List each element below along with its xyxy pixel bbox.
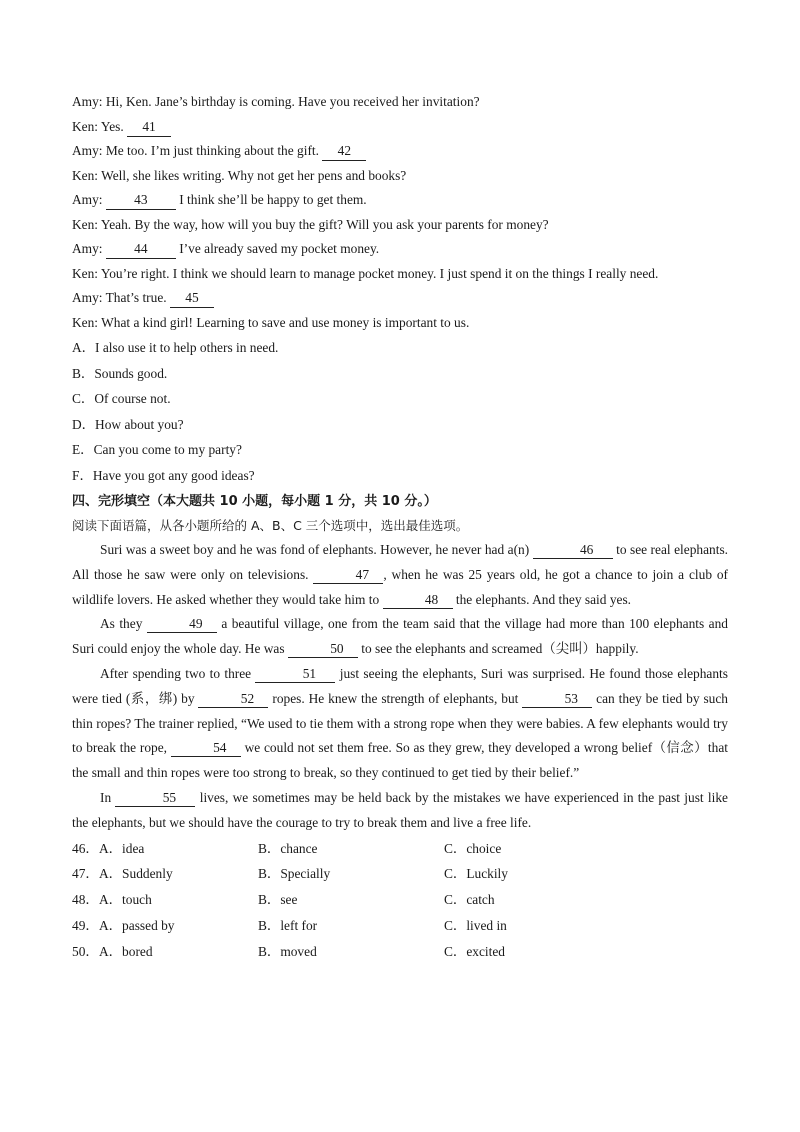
dialogue-line bbox=[72, 262, 728, 287]
dialogue-line bbox=[72, 188, 728, 213]
question-number: 46． bbox=[72, 840, 99, 856]
option-a: A．I also use it to help others in need. bbox=[72, 340, 279, 355]
passage-text: the elephants. And they said yes. bbox=[452, 591, 632, 607]
passage-paragraph bbox=[72, 786, 728, 836]
passage-text: After spending two to three bbox=[100, 665, 256, 681]
question-list bbox=[72, 836, 728, 965]
passage-text: Suri was a sweet boy and he was fond of elephants. However, he never had a(n) bbox=[100, 542, 533, 557]
speaker: Ken: bbox=[72, 118, 99, 134]
choice-a: A．idea bbox=[99, 840, 145, 856]
dialogue-text: Hi, Ken. Jane’s birthday is coming. Have you received her invitation? bbox=[102, 94, 480, 109]
dialogue-text: I’ve already saved my pocket money. bbox=[175, 241, 380, 256]
blank-43: 43 bbox=[106, 192, 176, 210]
passage-text: ropes. He knew the strength of elephants, but bbox=[268, 690, 523, 706]
blank-50: 50 bbox=[288, 641, 358, 658]
dialogue-line bbox=[72, 139, 728, 164]
cloze-passage bbox=[72, 538, 728, 836]
speaker: Amy: bbox=[72, 241, 103, 256]
choice-a: A．Suddenly bbox=[99, 866, 173, 882]
speaker: Ken: bbox=[72, 216, 99, 232]
passage-paragraph bbox=[72, 538, 728, 612]
passage-text: , when he was 25 years old, he got a chance to join a club of wildlife lovers. He asked whether they would take him to bbox=[72, 566, 728, 607]
option-f: F．Have you got any good ideas? bbox=[72, 467, 255, 483]
speaker: Amy: bbox=[72, 143, 103, 158]
dialogue-text: Yes. bbox=[98, 118, 128, 134]
passage-text: lives, we sometimes may be held back by the mistakes we have experienced in the past just like the elephants, but we should have the courage to try to break them and live a free life. bbox=[72, 789, 728, 830]
dialogue-text: Well, she likes writing. Why not get her pens and books? bbox=[98, 167, 407, 183]
question-row bbox=[72, 887, 728, 913]
blank-55: 55 bbox=[115, 790, 195, 807]
question-number: 49． bbox=[72, 917, 99, 933]
question-number: 50． bbox=[72, 943, 99, 959]
blank-53: 53 bbox=[522, 691, 592, 708]
passage-text: to see the elephants and screamed（尖叫）happily. bbox=[357, 641, 639, 657]
choice-a: A．touch bbox=[99, 892, 152, 908]
passage-text: In bbox=[100, 789, 116, 805]
dialogue-text: What a kind girl! Learning to save and use money is important to us. bbox=[98, 314, 470, 330]
speaker: Amy: bbox=[72, 290, 103, 305]
passage-text: we could not set them free. So as they grew, they developed a wrong belief（信念）that the small and thin ropes were too strong to break, so they continued to get tied by their belief.” bbox=[72, 740, 728, 781]
choice-a: A．passed by bbox=[99, 917, 175, 933]
blank-47: 47 bbox=[313, 567, 383, 584]
choice-b: B．Specially bbox=[258, 866, 331, 882]
question-number: 48． bbox=[72, 892, 99, 908]
choice-b: B．chance bbox=[258, 840, 318, 856]
section-title: 四、完形填空（本大题共 10 小题，每小题 1 分，共 10 分。） bbox=[72, 494, 437, 509]
choice-a: A．bored bbox=[99, 943, 153, 959]
question-row bbox=[72, 913, 728, 939]
dialogue-text: Yeah. By the way, how will you buy the gift? Will you ask your parents for money? bbox=[98, 216, 549, 232]
passage-paragraph bbox=[72, 612, 728, 662]
passage-text: a beautiful village, one from the team said that the village had more than 100 elephants and Suri could enjoy the whole day. He was bbox=[72, 616, 728, 657]
blank-44: 44 bbox=[106, 241, 176, 259]
blank-48: 48 bbox=[383, 592, 453, 609]
dialogue-options bbox=[72, 335, 728, 488]
option-b: B．Sounds good. bbox=[72, 365, 168, 381]
section-instruction: 阅读下面语篇，从各小题所给的 A、B、C 三个选项中，选出最佳选项。 bbox=[72, 518, 469, 533]
choice-c: C．lived in bbox=[444, 917, 507, 933]
choice-b: B．left for bbox=[258, 917, 318, 933]
speaker: Ken: bbox=[72, 265, 99, 281]
speaker: Ken: bbox=[72, 314, 99, 330]
question-row bbox=[72, 861, 728, 887]
dialogue-line bbox=[72, 237, 728, 262]
dialogue-text: Me too. I’m just thinking about the gift. bbox=[102, 143, 323, 158]
dialogue-text: You’re right. I think we should learn to manage pocket money. I just spend it on the things I really need. bbox=[98, 265, 659, 281]
dialogue-line bbox=[72, 311, 728, 336]
speaker: Amy: bbox=[72, 192, 103, 207]
choice-c: C．Luckily bbox=[444, 866, 508, 882]
blank-54: 54 bbox=[171, 740, 241, 757]
dialogue-line bbox=[72, 164, 728, 189]
passage-paragraph bbox=[72, 662, 728, 786]
blank-46: 46 bbox=[533, 542, 613, 559]
question-row bbox=[72, 836, 728, 862]
passage-text: just seeing the elephants, Suri was surprised. He found those elephants were tied (系，绑) by bbox=[72, 665, 728, 706]
option-e: E．Can you come to my party? bbox=[72, 442, 242, 457]
dialogue-text: That’s true. bbox=[102, 290, 170, 305]
passage-text: As they bbox=[100, 616, 147, 632]
blank-45: 45 bbox=[170, 290, 214, 308]
dialogue bbox=[72, 90, 728, 335]
dialogue-line bbox=[72, 90, 728, 115]
choice-c: C．catch bbox=[444, 892, 495, 908]
blank-52: 52 bbox=[198, 691, 268, 708]
dialogue-text: I think she’ll be happy to get them. bbox=[175, 192, 367, 207]
dialogue-line bbox=[72, 213, 728, 238]
speaker: Amy: bbox=[72, 94, 103, 109]
blank-51: 51 bbox=[255, 666, 335, 683]
speaker: Ken: bbox=[72, 167, 99, 183]
option-c: C．Of course not. bbox=[72, 391, 171, 406]
choice-b: B．moved bbox=[258, 943, 317, 959]
question-row bbox=[72, 939, 728, 965]
choice-b: B．see bbox=[258, 892, 298, 908]
blank-42: 42 bbox=[322, 143, 366, 161]
worksheet-page bbox=[72, 90, 728, 965]
passage-text: can they be tied by such thin ropes? The trainer replied, “We used to tie them with a strong rope when they were babies. A few elephants would try to break the rope, bbox=[72, 690, 728, 756]
choice-c: C．choice bbox=[444, 840, 502, 856]
question-number: 47． bbox=[72, 866, 99, 882]
blank-49: 49 bbox=[147, 616, 217, 633]
passage-text: to see real elephants. All those he saw were only on televisions. bbox=[72, 542, 729, 582]
dialogue-line bbox=[72, 115, 728, 140]
choice-c: C．excited bbox=[444, 943, 505, 959]
option-d: D．How about you? bbox=[72, 416, 184, 432]
dialogue-line bbox=[72, 286, 728, 311]
blank-41: 41 bbox=[127, 119, 171, 137]
